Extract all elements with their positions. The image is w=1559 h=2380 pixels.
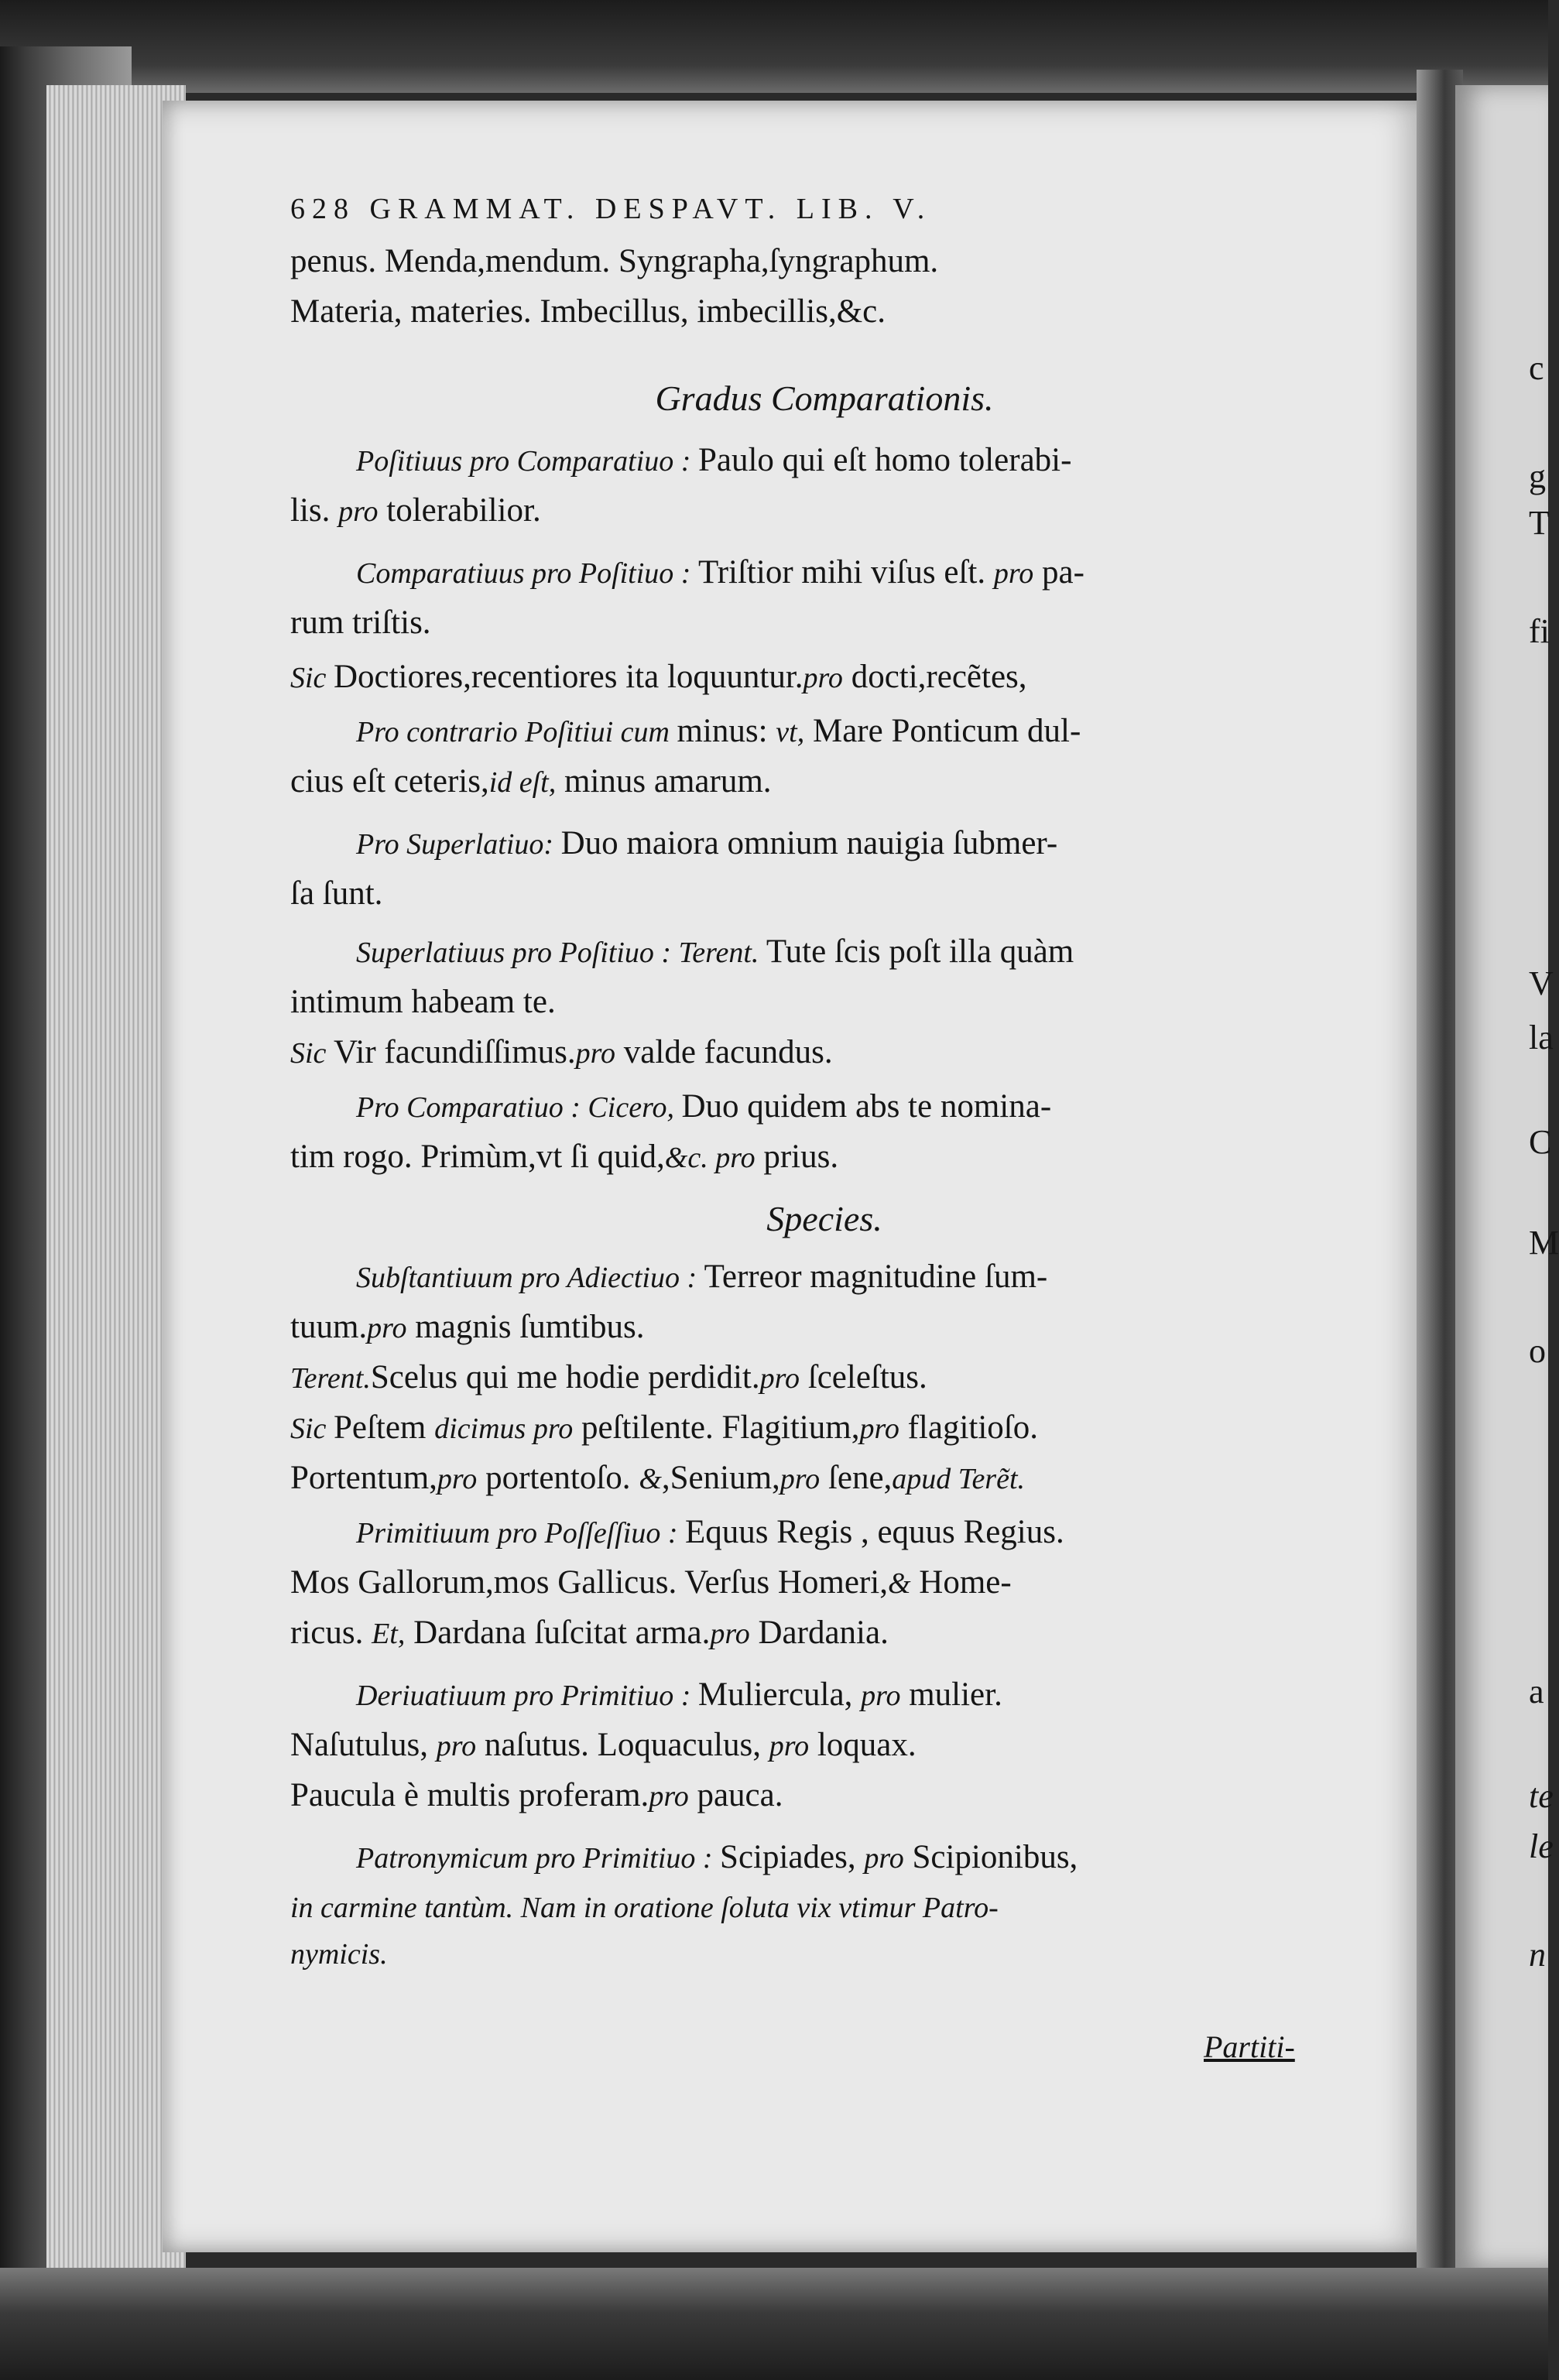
text-line: penus. Menda,mendum. Syngrapha,ſyngraphum.: [290, 243, 939, 279]
text-line: Paucula è multis proferam.pro pauca.: [290, 1777, 783, 1813]
text-line: Poſitiuus pro Comparatiuo : Paulo qui eſt homo tolerabi-: [356, 442, 1072, 478]
facing-page-letter: n: [1529, 1936, 1546, 1974]
text-line: cius eſt ceteris,id eſt, minus amarum.: [290, 763, 772, 800]
text-line: Materia, materies. Imbecillus, imbecillis,&c.: [290, 293, 886, 330]
text-line: Primitiuum pro Poſſeſſiuo : Equus Regis , equus Regius.: [356, 1514, 1064, 1550]
text-line: Terent.Scelus qui me hodie perdidit.pro ſceleſtus.: [290, 1359, 927, 1395]
book-bottom-edge: [0, 2268, 1548, 2380]
facing-page-letter: c: [1529, 349, 1544, 387]
text-line: ricus. Et, Dardana ſuſcitat arma.pro Dardania.: [290, 1615, 889, 1651]
text-line: ſa ſunt.: [290, 875, 383, 912]
facing-page-letter: le: [1529, 1827, 1554, 1865]
text-line: Deriuatiuum pro Primitiuo : Muliercula, pro mulier.: [356, 1676, 1002, 1713]
text-line: Pro Superlatiuo: Duo maiora omnium nauigia ſubmer-: [356, 825, 1058, 861]
text-line: Subſtantiuum pro Adiectiuo : Terreor magnitudine ſum-: [356, 1258, 1048, 1295]
text-line: Pro Comparatiuo : Cicero, Duo quidem abs te nomina-: [356, 1088, 1052, 1125]
facing-page-letter: T: [1529, 504, 1550, 542]
text-line: Sic Peſtem dicimus pro peſtilente. Flagitium,pro flagitioſo.: [290, 1409, 1038, 1446]
text-line: Comparatiuus pro Poſitiuo : Triſtior mihi viſus eſt. pro pa-: [356, 554, 1084, 591]
text-line: Mos Gallorum,mos Gallicus. Verſus Homeri,& Home-: [290, 1564, 1012, 1601]
text-line: nymicis.: [290, 1938, 388, 1971]
catchword: Partiti-: [1204, 2029, 1295, 2064]
text-line: tim rogo. Primùm,vt ſi quid,&c. pro prius.: [290, 1139, 839, 1175]
section-heading: Species.: [766, 1199, 882, 1238]
text-line: in carmine tantùm. Nam in oratione ſoluta vix vtimur Patro-: [290, 1892, 999, 1924]
facing-page-letter: la: [1529, 1019, 1554, 1056]
text-line: Sic Vir facundiſſimus.pro valde facundus.: [290, 1034, 833, 1070]
facing-page-letter: a: [1529, 1673, 1544, 1711]
running-head: 628 GRAMMAT. DESPAVT. LIB. V.: [290, 193, 932, 225]
text-line: Naſutulus, pro naſutus. Loquaculus, pro loquax.: [290, 1727, 917, 1763]
text-line: lis. pro tolerabilior.: [290, 492, 541, 529]
text-line: intimum habeam te.: [290, 984, 556, 1020]
text-line: Sic Doctiores,recentiores ita loquuntur.pro docti,recẽtes,: [290, 659, 1027, 695]
facing-page-letter: te: [1529, 1777, 1554, 1815]
text-line: Portentum,pro portentoſo. &,Senium,pro ſene,apud Terẽt.: [290, 1460, 1026, 1496]
text-line: Pro contrario Poſitiui cum minus: vt, Mare Ponticum dul-: [356, 713, 1081, 749]
facing-page-letter: fi: [1529, 612, 1550, 650]
text-line: Patronymicum pro Primitiuo : Scipiades, pro Scipionibus,: [356, 1839, 1078, 1875]
facing-page-letter: C: [1529, 1123, 1552, 1161]
section-heading: Gradus Comparationis.: [655, 378, 994, 418]
text-line: tuum.pro magnis ſumtibus.: [290, 1309, 645, 1345]
facing-page-letter: M: [1529, 1224, 1559, 1262]
facing-page-letter: V: [1529, 964, 1554, 1002]
facing-page-letter: g: [1529, 457, 1546, 495]
text-line: Superlatiuus pro Poſitiuo : Terent. Tute ſcis poſt illa quàm: [356, 933, 1074, 970]
text-line: rum triſtis.: [290, 604, 431, 641]
book-top-edge: [0, 0, 1548, 93]
facing-page-letter: o: [1529, 1332, 1546, 1370]
